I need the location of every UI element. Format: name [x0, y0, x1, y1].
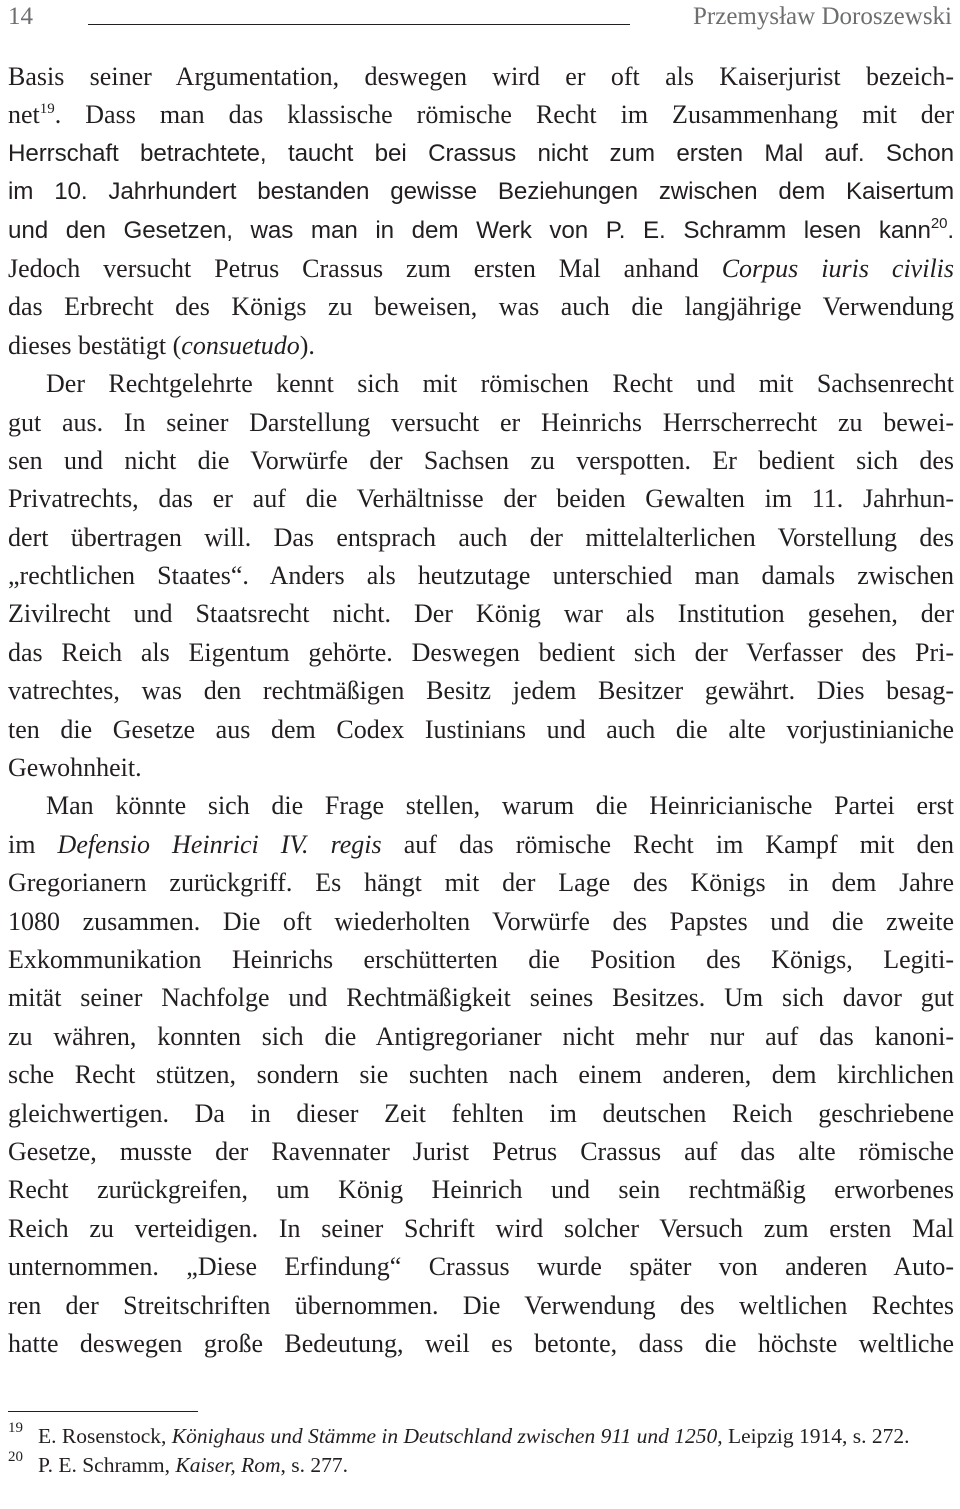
text-line: vatrechtes, was den rechtmäßigen Besitz jedem Besitzer gewährt. Dies besag- [8, 676, 954, 706]
text-line: Der Rechtgelehrte kennt sich mit römischen Recht und mit Sachsenrecht [46, 369, 954, 399]
italic-title: Defensio Heinrici IV. regis [57, 829, 382, 859]
footnote-ref-20[interactable]: 20 [930, 214, 948, 232]
text-line: 1080 zusammen. Die oft wiederholten Vorwürfe des Papstes und die zweite [8, 906, 954, 936]
text-line: Exkommunikation Heinrichs erschütterten die Position des Königs, Legiti- [8, 944, 954, 974]
text-line: im Defensio Heinrici IV. regis auf das römische Recht im Kampf mit den [8, 829, 954, 859]
text-line: im 10. Jahrhundert bestanden gewisse Beziehungen zwischen dem Kaisertum [8, 178, 954, 206]
footnote-title: Könighaus und Stämme in Deutschland zwischen 911 und 1250 [171, 1424, 718, 1448]
italic-title: Corpus iuris civilis [721, 253, 954, 283]
text-line: gleichwertigen. Da in dieser Zeit fehlten im deutschen Reich geschriebene [8, 1098, 954, 1128]
text-line: Zivilrecht und Staatsrecht nicht. Der König war als Institution gesehen, der [8, 599, 954, 629]
text-line: mität seiner Nachfolge und Rechtmäßigkeit seines Besitzes. Um sich davor gut [8, 983, 954, 1013]
footnote-number: 19 [8, 1420, 23, 1436]
footnote-text: P. E. Schramm, Kaiser, Rom, s. 277. [38, 1453, 348, 1477]
text-line: sche Recht stützen, sondern sie suchten nach einem anderen, dem kirchlichen [8, 1060, 954, 1090]
footnote-rule [8, 1411, 198, 1412]
footnote-ref-19[interactable]: 19 [39, 101, 55, 118]
text-line: ren der Streitschriften übernommen. Die Verwendung des weltlichen Rechtes [8, 1290, 954, 1320]
text-line: Gesetze, musste der Ravennater Jurist Petrus Crassus auf das alte römische [8, 1136, 954, 1166]
text-line: sen und nicht die Vorwürfe der Sachsen zu verspotten. Er bedient sich des [8, 445, 954, 475]
text-line: das Erbrecht des Königs zu beweisen, was auch die langjährige Verwendung [8, 292, 954, 322]
footnote-title: Kaiser, Rom [175, 1453, 281, 1477]
page-header [8, 2, 952, 34]
text-line: Reich zu verteidigen. In seiner Schrift wird solcher Versuch zum ersten Mal [8, 1213, 954, 1243]
text-line: Herrschaft betrachtete, taucht bei Crassus nicht zum ersten Mal auf. Schon [8, 139, 954, 167]
header-rule [88, 24, 630, 25]
italic-term: consuetudo [181, 330, 300, 360]
text-line: und den Gesetzen, was man in dem Werk von P. E. Schramm lesen kann$^{20}$. [8, 214, 954, 244]
running-head-author: Przemysław Doroszewski [693, 3, 952, 30]
text-line: net$^{19}$. Dass man das klassische römische Recht im Zusammenhang mit der [8, 100, 954, 130]
text-line: Man könnte sich die Frage stellen, warum die Heinricianische Partei erst [46, 791, 954, 821]
footnotes [8, 1422, 954, 1480]
text-line: unternommen. „Diese Erfindung“ Crassus wurde später von anderen Auto- [8, 1252, 954, 1282]
text-line: dieses bestätigt (consuetudo). [8, 330, 315, 360]
text-line: Recht zurückgreifen, um König Heinrich und sein rechtmäßig erworbenes [8, 1175, 954, 1205]
footnote-number: 20 [8, 1449, 23, 1465]
text-line: Privatrechts, das er auf die Verhältnisse der beiden Gewalten im 11. Jahrhun- [8, 484, 954, 514]
text-line: hatte deswegen große Bedeutung, weil es betonte, dass die höchste weltliche [8, 1328, 954, 1358]
footnote-text: E. Rosenstock, Könighaus und Stämme in Deutschland zwischen 911 und 1250, Leipzig 1914, s. 272. [38, 1424, 910, 1448]
page-number: 14 [8, 3, 33, 30]
text-line: Jedoch versucht Petrus Crassus zum ersten Mal anhand Corpus iuris civilis [8, 253, 954, 283]
text-line: „rechtlichen Staates“. Anders als heutzutage unterschied man damals zwischen [8, 561, 954, 591]
text-line: Gregorianern zurückgriff. Es hängt mit der Lage des Königs in dem Jahre [8, 868, 954, 898]
text-line: ten die Gesetze aus dem Codex Iustinians und auch die alte vorjustinianiche [8, 714, 954, 744]
text-line: Basis seiner Argumentation, deswegen wird er oft als Kaiserjurist bezeich- [8, 62, 954, 91]
text-line: gut aus. In seiner Darstellung versucht er Heinrichs Herrscherrecht zu bewei- [8, 407, 954, 437]
footnote-19 [8, 1422, 954, 1451]
body-text [8, 58, 954, 1363]
footnote-20 [8, 1451, 954, 1480]
text-line: das Reich als Eigentum gehörte. Deswegen bedient sich der Verfasser des Pri- [8, 637, 954, 667]
text-line: dert übertragen will. Das entsprach auch der mittelalterlichen Vorstellung des [8, 522, 954, 552]
text-line: zu währen, konnten sich die Antigregorianer nicht mehr nur auf das kanoni- [8, 1021, 954, 1051]
text-line: Gewohnheit. [8, 753, 142, 783]
